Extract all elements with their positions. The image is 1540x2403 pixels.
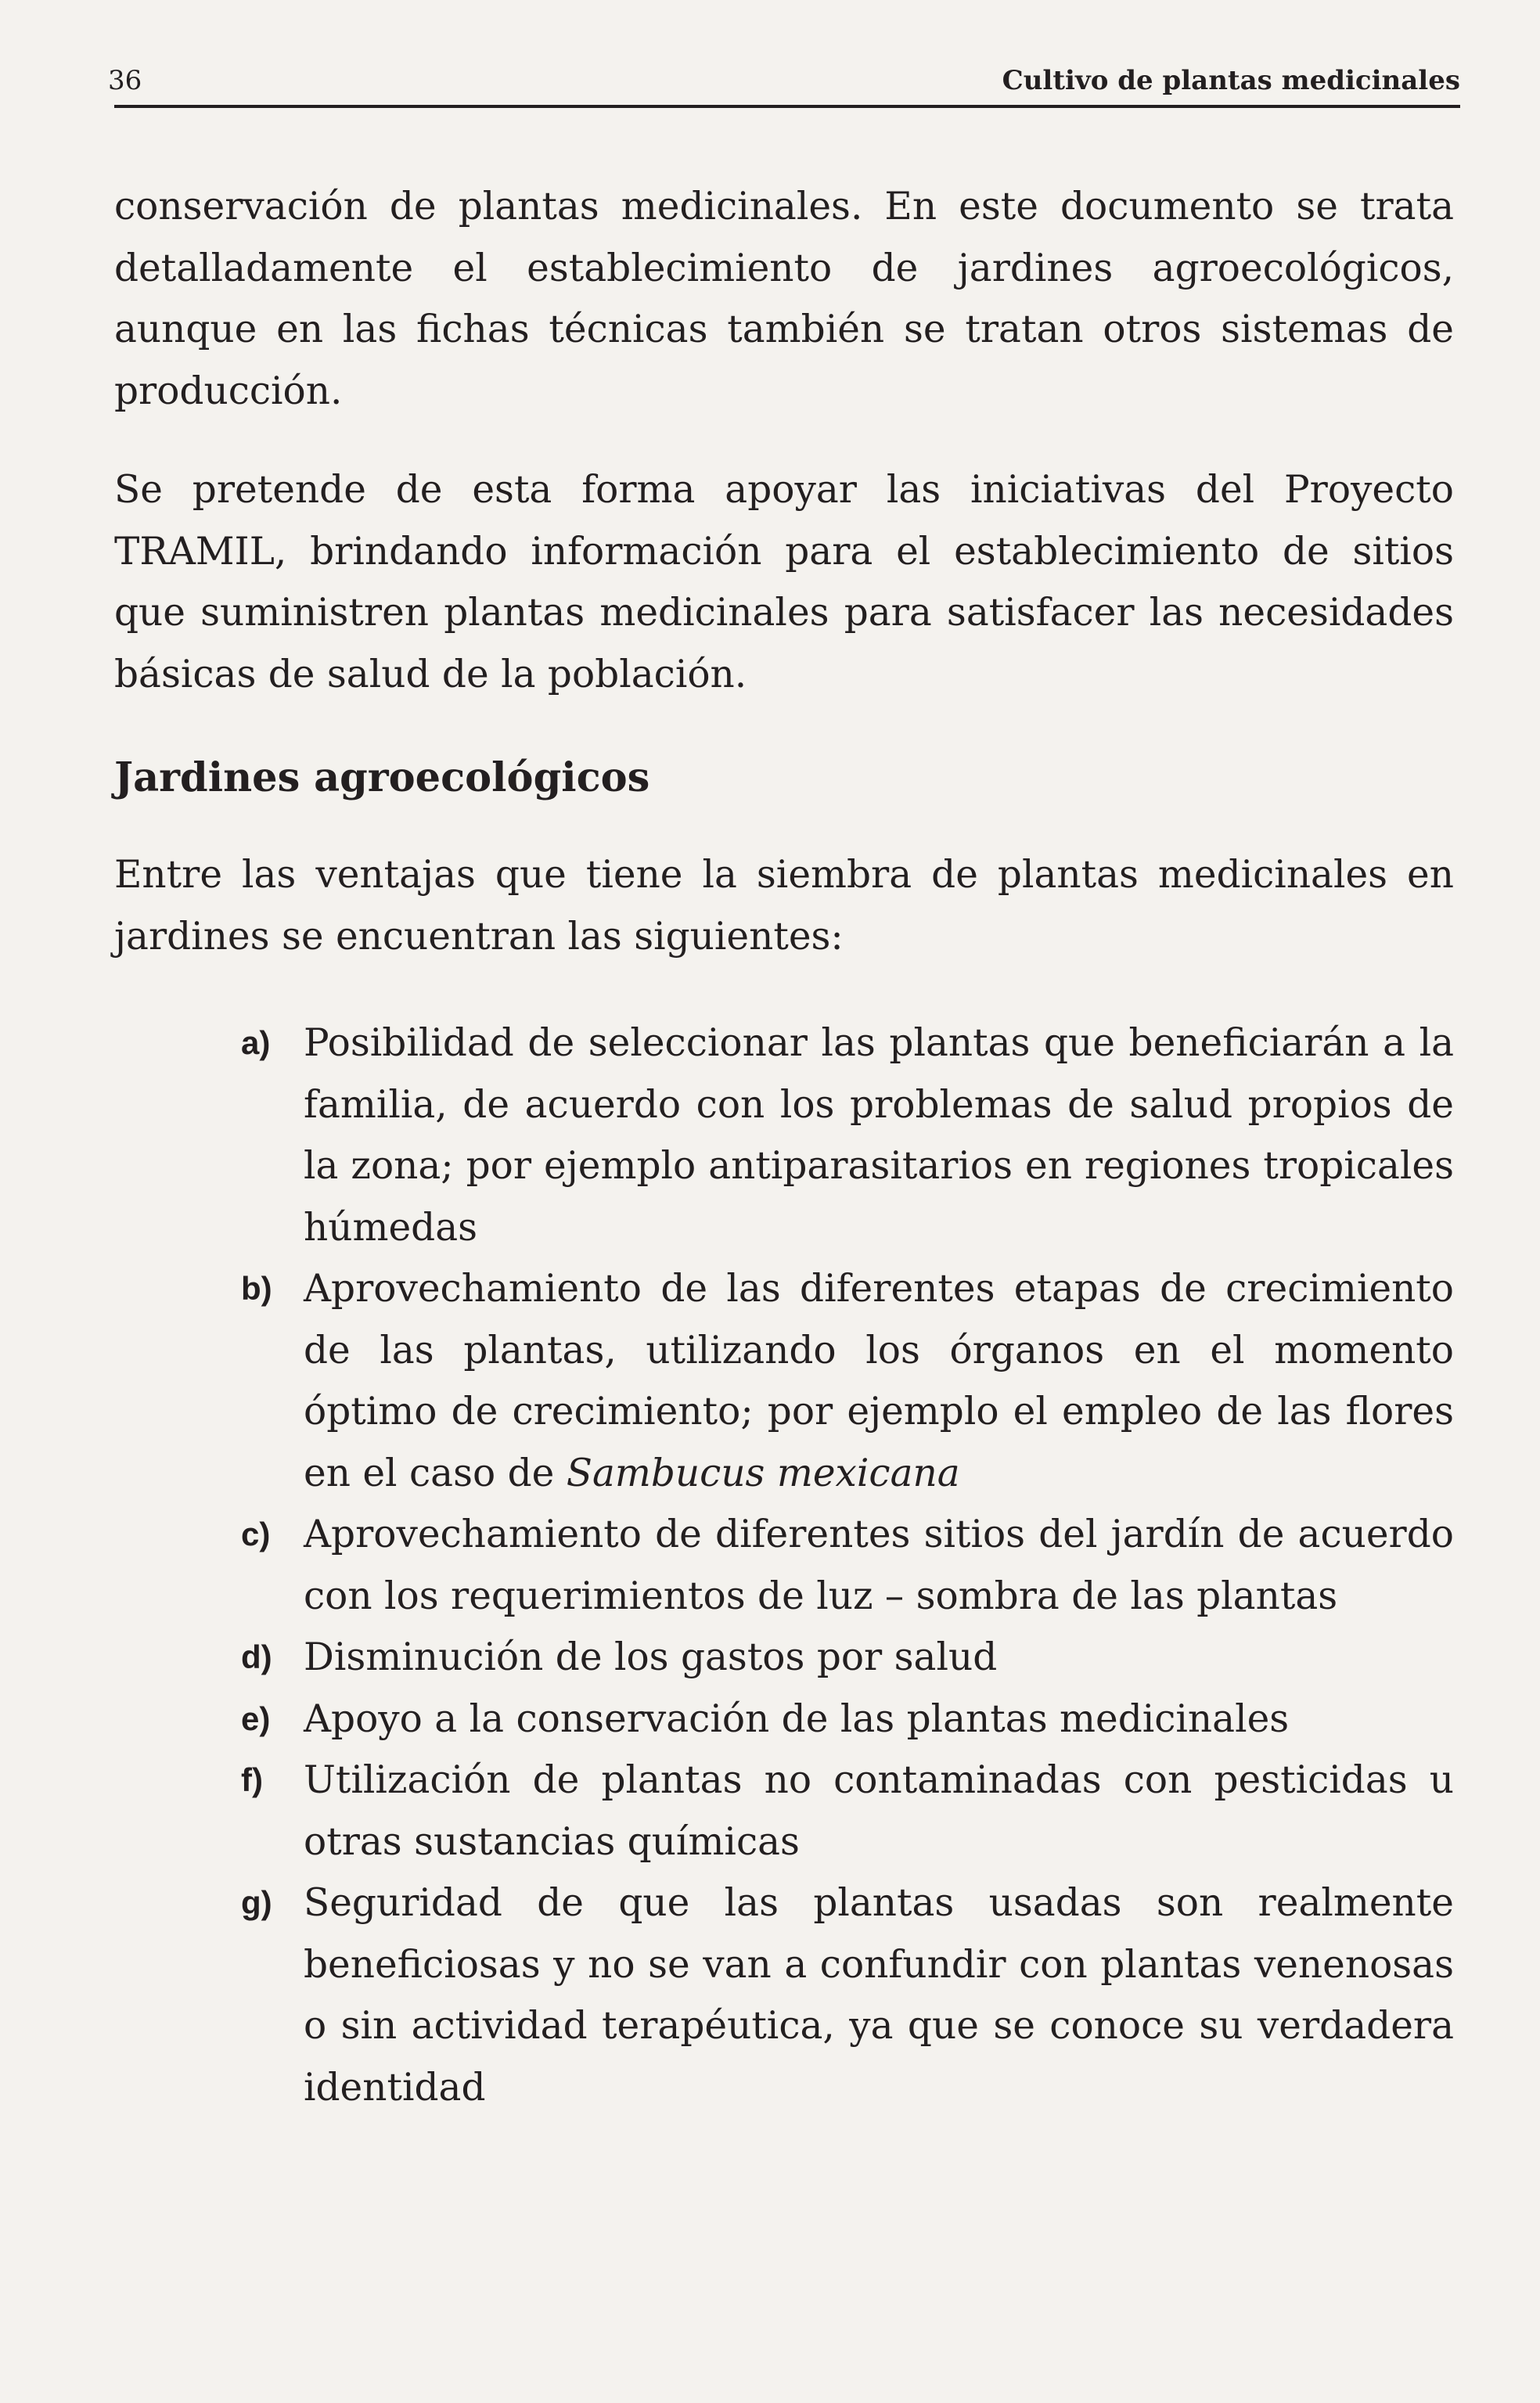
header-rule: [114, 105, 1460, 108]
list-marker: f): [241, 1761, 263, 1798]
list-item: [114, 1872, 1454, 2118]
list-item: [114, 1627, 1454, 1689]
list-item: [114, 1258, 1454, 1504]
list-item-text: Aprovechamiento de las diferentes etapas de crecimiento de las plantas, utilizando los órganos en el momento óptimo de crecimiento; por ejemplo el empleo de las flores en el caso de: [304, 1267, 1454, 1495]
list-item-text: Aprovechamiento de diferentes sitios del jardín de acuerdo con los requerimientos de luz – sombra de las plantas: [304, 1513, 1454, 1618]
page-number: 36: [108, 65, 142, 96]
list-marker: d): [241, 1639, 272, 1675]
list-marker: e): [241, 1700, 271, 1737]
list-marker: c): [241, 1516, 271, 1552]
running-title: Cultivo de plantas medicinales: [1002, 65, 1460, 96]
list-marker: g): [241, 1884, 272, 1921]
section-heading: Jardines agroecológicos: [114, 754, 650, 801]
species-name: Sambucus mexicana: [566, 1451, 960, 1495]
list-item: [114, 1504, 1454, 1627]
page-body: [114, 176, 1454, 2118]
list-item-text: Disminución de los gastos por salud: [304, 1635, 998, 1679]
running-head: [108, 61, 1460, 100]
benefits-list: [114, 1013, 1454, 2118]
list-item-text: Posibilidad de seleccionar las plantas que beneficiarán a la familia, de acuerdo con los problemas de salud propios de la zona; por ejemplo antiparasitarios en regiones tropicales húmedas: [304, 1021, 1454, 1250]
list-item-text: Seguridad de que las plantas usadas son realmente beneficiosas y no se van a confundir con plantas venenosas o sin actividad terapéutica, ya que se conoce su verdadera identidad: [304, 1881, 1454, 2110]
list-marker: b): [241, 1270, 272, 1307]
section-intro: Entre las ventajas que tiene la siembra de plantas medicinales en jardines se encuentran las siguientes:: [114, 853, 1454, 959]
paragraph-tramil: Se pretende de esta forma apoyar las iniciativas del Proyecto TRAMIL, brindando información para el establecimiento de sitios que suministren plantas medicinales para satisfacer las necesidades básicas de salud de la población.: [114, 468, 1454, 696]
list-item: [114, 1689, 1454, 1750]
list-marker: a): [241, 1024, 271, 1061]
list-item-text: Apoyo a la conservación de las plantas medicinales: [304, 1696, 1290, 1741]
list-item: [114, 1013, 1454, 1258]
list-item: [114, 1750, 1454, 1872]
list-item-text: Utilización de plantas no contaminadas con pesticidas u otras sustancias químicas: [304, 1758, 1454, 1864]
paragraph-intro: conservación de plantas medicinales. En este documento se trata detalladamente el establecimiento de jardines agroecológicos, aunque en las fichas técnicas también se tratan otros sistemas de producción.: [114, 185, 1454, 413]
